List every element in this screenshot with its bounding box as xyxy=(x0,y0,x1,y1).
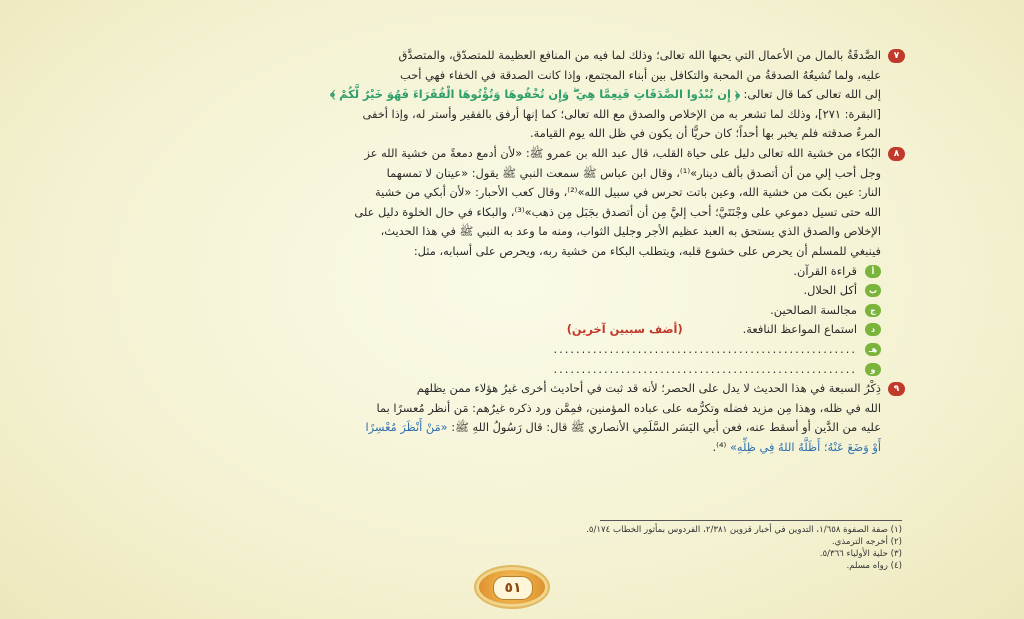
text-span: إلى الله تعالى كما قال تعالى: xyxy=(739,87,881,102)
text-line xyxy=(115,438,881,458)
text-line: فينبغي للمسلم أن يحرص على خشوع قلبه، ويتطلب البكاء من خشية ربه، ويحرص على أسبابه، مثل: xyxy=(413,243,881,258)
list-item-text: استماع المواعظ النافعة. xyxy=(742,322,857,337)
paragraph-8 xyxy=(115,144,905,262)
letter-badge: د xyxy=(865,323,881,336)
page-number-badge xyxy=(479,570,545,604)
text-line: [البقرة: ٢٧١]، وذلك لما تشعر به من الإخلاص والصدق مع الله تعالى؛ كما إنها أرفق بالفقير وأستر له، وإذا أخفى xyxy=(362,106,881,121)
text-line xyxy=(115,85,881,105)
text-line: البُكاء من خشية الله تعالى دليل على حياة القلب، قال عبد الله بن عمرو ﷺ: «لأن أدمع دمعةً من خشية الله عز xyxy=(364,145,881,160)
list-item-text: أكل الحلال. xyxy=(803,283,857,298)
text-span: عليه من الدَّين أو أسقط عنه، فعن أبي اليَسَر السَّلَمِي الأنصاري ﷺ قال: قال رَسُولُ اللهِ ﷺ: xyxy=(447,420,881,435)
list-item xyxy=(115,301,881,321)
list-item-blank[interactable] xyxy=(115,340,881,360)
letter-badge: أ xyxy=(865,265,881,278)
text-line xyxy=(115,418,881,438)
text-line: الصَّدقَةُ بالمال من الأعمال التي يحبها الله تعالى؛ وذلك لما فيه من المنافع العظيمة للمتصدّق، والمتصدَّق xyxy=(398,48,881,62)
text-line: الإخلاص والصدق الذي يستحق به العبد عظيم الأجر وجليل الثواب، ومنه ما وعد به النبي ﷺ في هذا الحديث، xyxy=(380,224,881,239)
number-badge: ٨ xyxy=(888,147,905,161)
main-content xyxy=(115,46,905,457)
text-line: ذِكْرُ السبعة في هذا الحديث لا يدل على الحصر؛ لأنه قد ثبت في أحاديث أخرى غيرُ هؤلاء ممن يظلهم xyxy=(416,381,881,396)
list-item xyxy=(115,320,881,340)
letter-badge: ج xyxy=(865,304,881,317)
list-item xyxy=(115,262,881,282)
answer-blank[interactable]: ...................................................... xyxy=(553,341,857,356)
list-item xyxy=(115,281,881,301)
list-item-text: قراءة القرآن. xyxy=(793,263,857,278)
footnotes xyxy=(586,520,902,572)
list-item-text: مجالسة الصالحين. xyxy=(770,302,857,317)
footnote: (٣) حلية الأولياء ٥/٣٦٦. xyxy=(819,549,902,559)
reasons-list xyxy=(115,262,905,380)
hadith-quote: أَوْ وَضَعَ عَنْهُ؛ أَظَلَّهُ اللهُ فِي ظِلِّهِ» xyxy=(729,439,881,454)
number-badge: ٧ xyxy=(888,49,905,63)
paragraph-7 xyxy=(115,46,905,144)
footnote-ref: ⁽⁴⁾. xyxy=(712,439,730,454)
text-line: الله في ظله، وهذا مِن مزيد فضله وتكرُّمه على عباده المؤمنين، فمِمَّن ورد ذكره غيرُهم: مَن أنظر مُعسرًا بما xyxy=(376,400,881,415)
number-badge: ٩ xyxy=(888,382,905,396)
page-number: ٥١ xyxy=(493,576,533,600)
paragraph-9 xyxy=(115,379,905,457)
task-prompt: (أضف سببين آخرين) xyxy=(566,322,683,337)
footnote: (٢) أخرجه الترمذي. xyxy=(831,537,902,547)
text-line: الله حتى تسيل دموعي على وجْنَتَيَّ؛ أحب إليَّ مِن أن أتصدق بجَبَل مِن ذهب»⁽³⁾، والبكاء في حال الخلوة دليل على xyxy=(354,204,881,219)
answer-blank[interactable]: ...................................................... xyxy=(553,361,857,376)
footnote: (٤) رواه مسلم. xyxy=(846,561,902,571)
quran-verse: ﴿ إِن تُبْدُوا الصَّدَقَاتِ فَنِعِمَّا هِيَ ۖ وَإِن تُخْفُوهَا وَتُؤْتُوهَا الْفُقَرَاءَ فَهُوَ خَيْرٌ لَّكُمْ ﴾ xyxy=(330,87,740,102)
text-line: المرءُ صدقته فلم يخبر بها أحداً؛ كان حريًّا أن يكون في ظل الله يوم القيامة. xyxy=(530,126,881,141)
letter-badge: ب xyxy=(865,284,881,297)
list-item-blank[interactable] xyxy=(115,360,881,380)
text-line: عليه، ولما تُشيعُهُ الصدقةُ من المحبة والتكافل بين أبناء المجتمع، وإذا كانت الصدقة في الخفاء فهي أحب xyxy=(400,67,881,82)
letter-badge: و xyxy=(865,363,881,376)
text-line: النار: عين بكت من خشية الله، وعين باتت تحرس في سبيل الله»⁽²⁾، وقال كعب الأحبار: «لأن أبكي من خشية xyxy=(375,185,881,200)
letter-badge: هـ xyxy=(865,343,881,356)
footnote: (١) صفة الصفوة ١/٦٥٨، التدوين في أخبار قزوين ٢/٣٨١، الفردوس بمأثور الخطاب ٥/١٧٤. xyxy=(586,525,902,535)
hadith-quote: «مَنْ أَنْظَرَ مُعْسِرًا xyxy=(365,420,448,435)
text-line: وجل أحب إلي من أن أتصدق بألف دينار»⁽¹⁾، وقال ابن عباس ﷺ سمعت النبي ﷺ يقول: «عينان لا تمسهما xyxy=(386,165,881,180)
